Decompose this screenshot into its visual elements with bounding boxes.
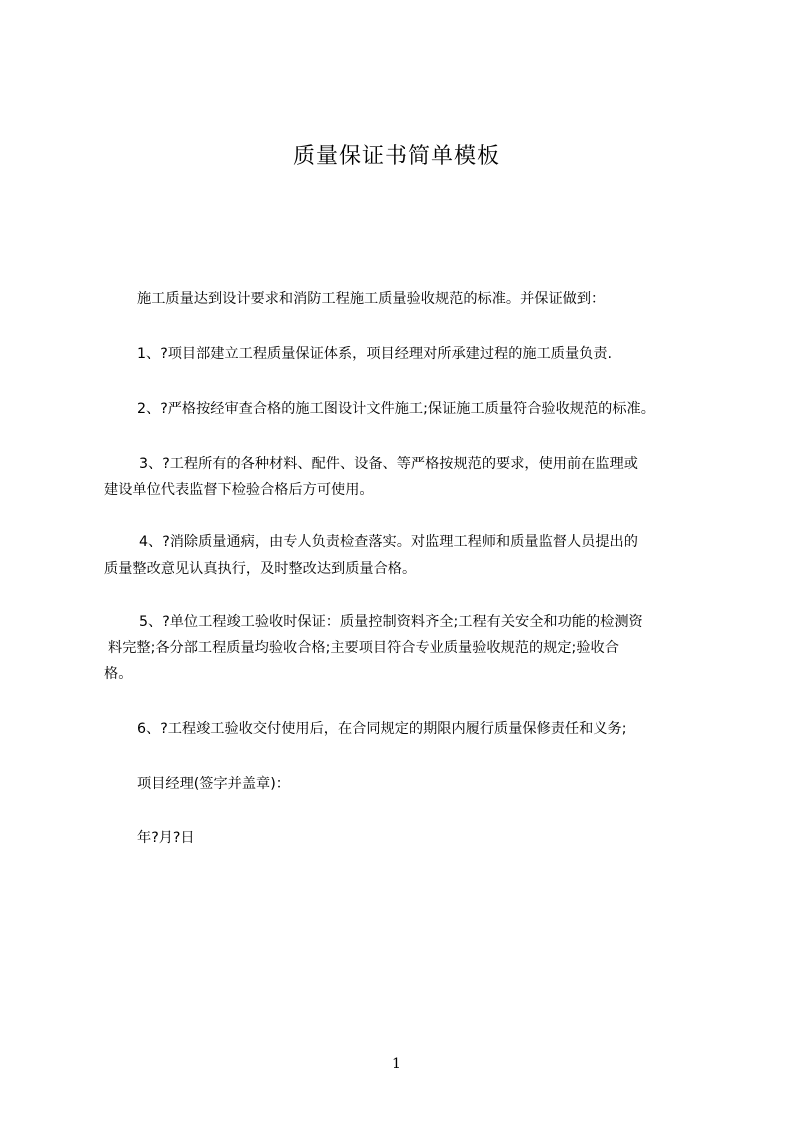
signature-label: 项目经理(签字并盖章)： — [137, 776, 290, 792]
date-label: 年?月?日 — [137, 830, 195, 846]
intro-paragraph: 施工质量达到设计要求和消防工程施工质量验收规范的标准。并保证做到： — [137, 291, 606, 307]
list-item-5-line-2: 料完整;各分部工程质量均验收合格;主要项目符合专业质量验收规范的规定;验收合 — [108, 640, 619, 656]
list-item-4-line-2: 质量整改意见认真执行，及时整改达到质量合格。 — [104, 561, 417, 577]
list-item-3-line-2: 建设单位代表监督下检验合格后方可使用。 — [104, 482, 374, 498]
list-item-2: 2、?严格按经审查合格的施工图设计文件施工;保证施工质量符合验收规范的标准。 — [137, 401, 655, 417]
list-item-3-line-1: 3、?工程所有的各种材料、配件、设备、等严格按规范的要求，使用前在监理或 — [139, 456, 638, 472]
list-item-4-line-1: 4、?消除质量通病，由专人负责检查落实。对监理工程师和质量监督人员提出的 — [139, 534, 638, 550]
list-item-5-line-3: 格。 — [104, 666, 133, 682]
list-item-1: 1、?项目部建立工程质量保证体系，项目经理对所承建过程的施工质量负责. — [137, 346, 613, 362]
list-item-5-line-1: 5、?单位工程竣工验收时保证：质量控制资料齐全;工程有关安全和功能的检测资 — [139, 614, 643, 630]
page-number: 1 — [392, 1056, 401, 1072]
list-item-6: 6、?工程竣工验收交付使用后，在合同规定的期限内履行质量保修责任和义务; — [137, 721, 627, 737]
document-title: 质量保证书简单模板 — [292, 144, 500, 169]
